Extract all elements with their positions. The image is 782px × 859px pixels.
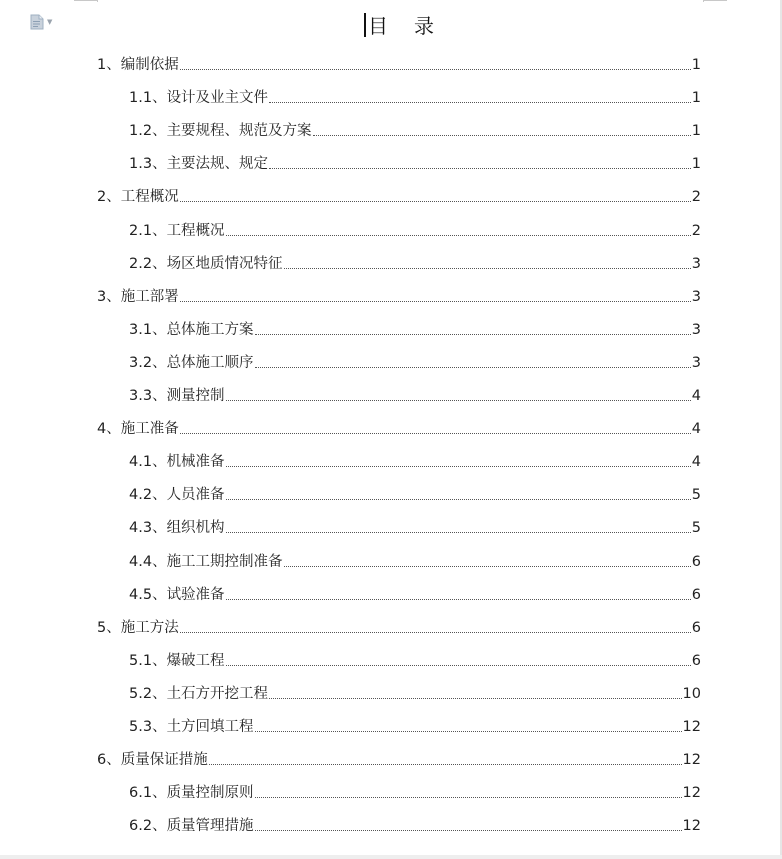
toc-entry-label: 施工部署 bbox=[120, 289, 179, 305]
toc-entry-number: 1.1 bbox=[129, 90, 153, 106]
toc-entry-label: 总体施工顺序 bbox=[166, 355, 254, 371]
toc-dot-leader bbox=[255, 830, 682, 831]
toc-dot-leader bbox=[180, 632, 691, 633]
toc-entry-label: 人员准备 bbox=[166, 487, 225, 503]
toc-entry-separator: 、 bbox=[106, 289, 121, 305]
toc-entry-separator: 、 bbox=[106, 421, 121, 437]
toc-entry[interactable] bbox=[129, 118, 701, 140]
toc-entry-page-number: 6 bbox=[691, 620, 701, 636]
toc-entry-label: 试验准备 bbox=[166, 587, 225, 603]
toc-entry-number: 2.1 bbox=[129, 223, 153, 239]
toc-entry-separator: 、 bbox=[152, 686, 167, 702]
toc-entry-label: 质量保证措施 bbox=[120, 752, 208, 768]
toc-entry-page-number: 12 bbox=[682, 752, 701, 768]
toc-entry-number: 3 bbox=[97, 289, 107, 305]
toc-dot-leader bbox=[180, 69, 691, 70]
toc-entry-label: 场区地质情况特征 bbox=[166, 256, 283, 272]
toc-entry-number: 4.4 bbox=[129, 554, 153, 570]
toc-entry[interactable] bbox=[97, 284, 701, 306]
toc-entry[interactable] bbox=[129, 813, 701, 835]
toc-entry-page-number: 2 bbox=[691, 189, 701, 205]
toc-entry[interactable] bbox=[129, 251, 701, 273]
toc-entry-number: 4.5 bbox=[129, 587, 153, 603]
toc-entry-number: 6.2 bbox=[129, 818, 153, 834]
toc-entry-label: 主要规程、规范及方案 bbox=[166, 123, 312, 139]
toc-entry-number: 1.2 bbox=[129, 123, 153, 139]
toc-dot-leader bbox=[226, 235, 691, 236]
toc-entry[interactable] bbox=[97, 747, 701, 769]
toc-entry-page-number: 4 bbox=[691, 388, 701, 404]
toc-entry-number: 4 bbox=[97, 421, 107, 437]
toc-entry-number: 2.2 bbox=[129, 256, 153, 272]
toc-entry-separator: 、 bbox=[152, 256, 167, 272]
toc-entry-page-number: 12 bbox=[682, 785, 701, 801]
toc-entry-page-number: 10 bbox=[682, 686, 701, 702]
toc-dot-leader bbox=[269, 698, 681, 699]
toc-entry-number: 6.1 bbox=[129, 785, 153, 801]
toc-entry-separator: 、 bbox=[152, 454, 167, 470]
toc-entry[interactable] bbox=[97, 52, 701, 74]
toc-entry-page-number: 5 bbox=[691, 520, 701, 536]
toc-entry-number: 5.3 bbox=[129, 719, 153, 735]
toc-entry-page-number: 1 bbox=[691, 57, 701, 73]
toc-entry-number: 5.1 bbox=[129, 653, 153, 669]
toc-entry-label: 质量控制原则 bbox=[166, 785, 254, 801]
toc-entry-label: 施工工期控制准备 bbox=[166, 554, 283, 570]
toc-entry-separator: 、 bbox=[106, 752, 121, 768]
toc-dot-leader bbox=[226, 466, 691, 467]
toc-entry-page-number: 12 bbox=[682, 818, 701, 834]
toc-entry-separator: 、 bbox=[152, 487, 167, 503]
toc-entry-separator: 、 bbox=[152, 322, 167, 338]
toc-entry-separator: 、 bbox=[152, 156, 167, 172]
toc-entry[interactable] bbox=[129, 482, 701, 504]
toc-entry[interactable] bbox=[129, 317, 701, 339]
toc-entry-label: 机械准备 bbox=[166, 454, 225, 470]
toc-dot-leader bbox=[255, 334, 691, 335]
toc-entry[interactable] bbox=[129, 780, 701, 802]
toc-entry-separator: 、 bbox=[152, 388, 167, 404]
toc-entry-number: 3.3 bbox=[129, 388, 153, 404]
toc-entry-page-number: 6 bbox=[691, 554, 701, 570]
toc-entry-label: 工程概况 bbox=[120, 189, 179, 205]
toc-entry-separator: 、 bbox=[152, 123, 167, 139]
toc-entry-separator: 、 bbox=[152, 785, 167, 801]
toc-entry-label: 爆破工程 bbox=[166, 653, 225, 669]
toc-dot-leader bbox=[226, 499, 691, 500]
toc-dot-leader bbox=[180, 301, 691, 302]
toc-dot-leader bbox=[255, 367, 691, 368]
page-title-char-1: 目 bbox=[368, 14, 389, 38]
toc-entry-label: 施工准备 bbox=[120, 421, 179, 437]
toc-entry[interactable] bbox=[129, 85, 701, 107]
toc-entry-page-number: 4 bbox=[691, 421, 701, 437]
toc-entry-number: 6 bbox=[97, 752, 107, 768]
toc-entry-page-number: 2 bbox=[691, 223, 701, 239]
toc-dot-leader bbox=[180, 433, 691, 434]
toc-dot-leader bbox=[226, 400, 691, 401]
toc-entry[interactable] bbox=[129, 449, 701, 471]
toc-entry-page-number: 5 bbox=[691, 487, 701, 503]
toc-entry[interactable] bbox=[97, 615, 701, 637]
toc-entry-label: 工程概况 bbox=[166, 223, 225, 239]
toc-entry-page-number: 6 bbox=[691, 587, 701, 603]
toc-entry-separator: 、 bbox=[106, 189, 121, 205]
toc-entry-number: 3.2 bbox=[129, 355, 153, 371]
toc-entry-label: 主要法规、规定 bbox=[166, 156, 269, 172]
toc-entry-separator: 、 bbox=[152, 223, 167, 239]
toc-entry-page-number: 1 bbox=[691, 123, 701, 139]
toc-entry[interactable] bbox=[129, 383, 701, 405]
viewport-edge-bottom bbox=[0, 855, 782, 859]
toc-dot-leader bbox=[284, 566, 691, 567]
toc-entry[interactable] bbox=[129, 350, 701, 372]
toc-dot-leader bbox=[180, 201, 691, 202]
toc-entry[interactable] bbox=[129, 648, 701, 670]
toc-entry-label: 土石方开挖工程 bbox=[166, 686, 269, 702]
toc-dot-leader bbox=[209, 764, 682, 765]
toc-entry-separator: 、 bbox=[152, 520, 167, 536]
toc-entry-page-number: 3 bbox=[691, 322, 701, 338]
toc-entry-page-number: 6 bbox=[691, 653, 701, 669]
toc-dot-leader bbox=[255, 731, 682, 732]
toc-entry[interactable] bbox=[129, 218, 701, 240]
toc-entry-number: 2 bbox=[97, 189, 107, 205]
toc-entry-number: 4.2 bbox=[129, 487, 153, 503]
toc-entry-separator: 、 bbox=[106, 620, 121, 636]
toc-entry-page-number: 1 bbox=[691, 90, 701, 106]
toc-dot-leader bbox=[269, 102, 691, 103]
toc-entry-label: 测量控制 bbox=[166, 388, 225, 404]
toc-entry-separator: 、 bbox=[152, 587, 167, 603]
toc-entry-number: 3.1 bbox=[129, 322, 153, 338]
toc-entry-label: 编制依据 bbox=[120, 57, 179, 73]
toc-entry[interactable] bbox=[97, 184, 701, 206]
toc-entry-separator: 、 bbox=[152, 818, 167, 834]
toc-dot-leader bbox=[313, 135, 691, 136]
toc-dot-leader bbox=[226, 665, 691, 666]
toc-entry-separator: 、 bbox=[152, 90, 167, 106]
toc-entry[interactable] bbox=[129, 681, 701, 703]
toc-dot-leader bbox=[269, 168, 691, 169]
toc-entry-separator: 、 bbox=[152, 355, 167, 371]
toc-entry-page-number: 4 bbox=[691, 454, 701, 470]
toc-entry-number: 1.3 bbox=[129, 156, 153, 172]
toc-entry[interactable] bbox=[129, 151, 701, 173]
toc-entry-page-number: 12 bbox=[682, 719, 701, 735]
toc-entry-number: 4.3 bbox=[129, 520, 153, 536]
toc-entry-page-number: 3 bbox=[691, 355, 701, 371]
toc-entry-label: 设计及业主文件 bbox=[166, 90, 269, 106]
toc-dot-leader bbox=[226, 599, 691, 600]
toc-entry-separator: 、 bbox=[152, 719, 167, 735]
toc-dot-leader bbox=[226, 532, 691, 533]
toc-entry-label: 质量管理措施 bbox=[166, 818, 254, 834]
page-title-char-2: 录 bbox=[414, 14, 435, 38]
toc-entry-label: 土方回填工程 bbox=[166, 719, 254, 735]
toc-entry-separator: 、 bbox=[152, 554, 167, 570]
toc-entry-number: 5.2 bbox=[129, 686, 153, 702]
toc-entry-number: 5 bbox=[97, 620, 107, 636]
toc-entry-separator: 、 bbox=[106, 57, 121, 73]
toc-dot-leader bbox=[284, 268, 691, 269]
toc-entry[interactable] bbox=[129, 515, 701, 537]
chevron-down-icon: ▼ bbox=[47, 17, 53, 26]
toc-entry[interactable] bbox=[129, 549, 701, 571]
toc-entry-separator: 、 bbox=[152, 653, 167, 669]
toc-dot-leader bbox=[255, 797, 682, 798]
toc-entry-label: 组织机构 bbox=[166, 520, 225, 536]
toc-entry-label: 总体施工方案 bbox=[166, 322, 254, 338]
toc-entry[interactable] bbox=[129, 582, 701, 604]
toc-entry-number: 1 bbox=[97, 57, 107, 73]
toc-entry-page-number: 3 bbox=[691, 256, 701, 272]
toc-entry-page-number: 3 bbox=[691, 289, 701, 305]
toc-entry[interactable] bbox=[97, 416, 701, 438]
toc-entry-label: 施工方法 bbox=[120, 620, 179, 636]
toc-entry-number: 4.1 bbox=[129, 454, 153, 470]
toc-entry-page-number: 1 bbox=[691, 156, 701, 172]
toc-entry[interactable] bbox=[129, 714, 701, 736]
